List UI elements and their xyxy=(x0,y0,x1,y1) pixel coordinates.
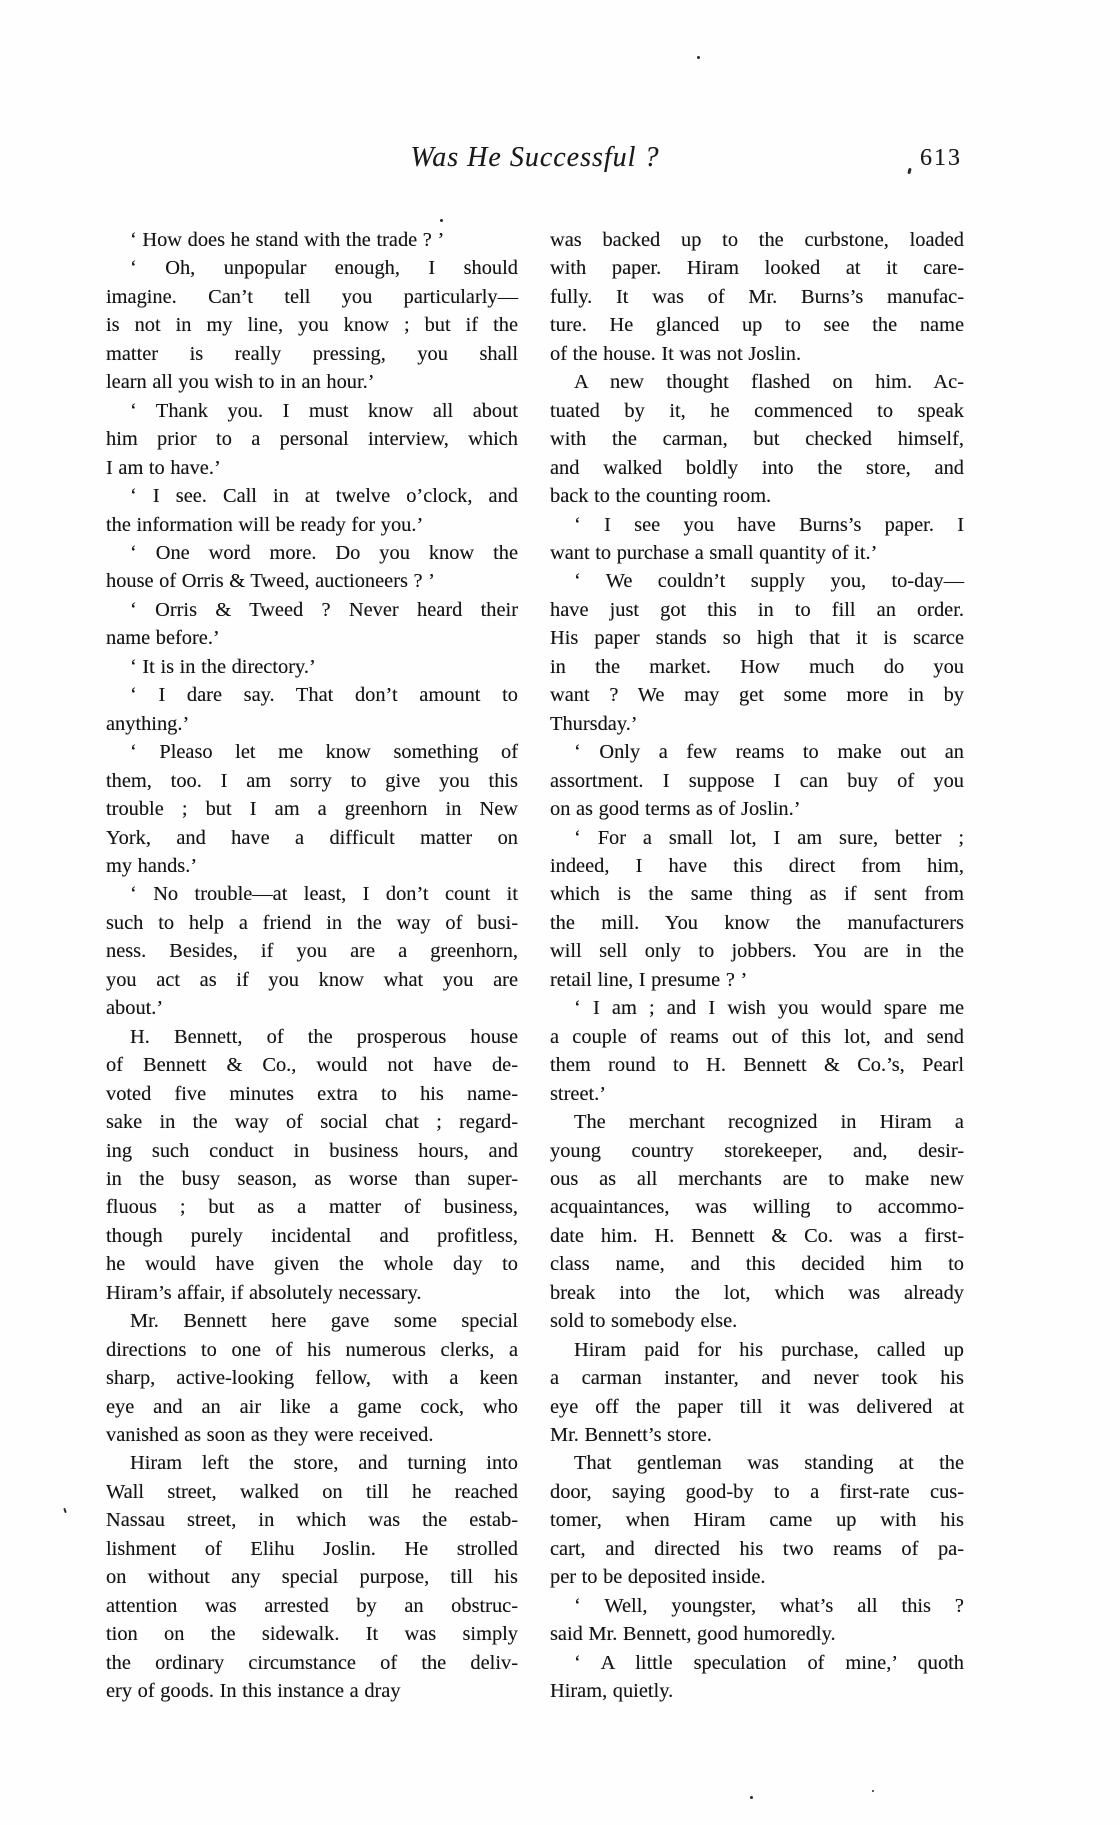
text-line: learn all you wish to in an hour.’ xyxy=(106,371,375,394)
text-line: sake in the way of social chat ; regard- xyxy=(106,1111,518,1134)
text-line: York, and have a difficult matter on xyxy=(106,826,518,849)
text-line: with the carman, but checked himself, xyxy=(550,428,964,451)
text-line: anything.’ xyxy=(106,712,190,735)
paragraph xyxy=(550,226,964,368)
text-line: of the house. It was not Joslin. xyxy=(550,342,802,365)
paragraph xyxy=(550,1649,964,1706)
text-line: a carman instanter, and never took his xyxy=(550,1367,964,1390)
text-line: I am to have.’ xyxy=(106,456,221,479)
text-line: fully. It was of Mr. Burns’s manufac- xyxy=(550,285,964,308)
text-line: want to purchase a small quantity of it.’ xyxy=(550,541,878,564)
text-line: have just got this in to fill an order. xyxy=(550,598,964,621)
text-line: ‘ I see. Call in at twelve o’clock, and xyxy=(130,485,518,508)
text-line: on without any special purpose, till his xyxy=(106,1566,518,1589)
text-line: street.’ xyxy=(550,1082,607,1105)
text-line: ture. He glanced up to see the name xyxy=(550,314,964,337)
text-line: ‘ It is in the directory.’ xyxy=(130,655,316,678)
text-line: ‘ Orris & Tweed ? Never heard their xyxy=(130,598,518,621)
text-line: A new thought flashed on him. Ac- xyxy=(574,371,964,394)
text-line: name before.’ xyxy=(106,627,220,650)
page-number: 613 xyxy=(920,145,962,171)
text-line: tion on the sidewalk. It was simply xyxy=(106,1623,518,1646)
paragraph xyxy=(106,596,518,653)
text-line: ‘ I dare say. That don’t amount to xyxy=(130,684,518,707)
text-line: ‘ Only a few reams to make out an xyxy=(574,741,964,764)
text-line: young country storekeeper, and, desir- xyxy=(550,1139,964,1162)
text-line: them, too. I am sorry to give you this xyxy=(106,769,518,792)
text-line: a couple of reams out of this lot, and send xyxy=(550,1025,964,1048)
text-line: ‘ Oh, unpopular enough, I should xyxy=(130,257,518,280)
text-line: eye off the paper till it was delivered at xyxy=(550,1395,964,1418)
text-line: Hiram’s affair, if absolutely necessary. xyxy=(106,1281,422,1304)
paragraph xyxy=(550,824,964,995)
text-line: ‘ A little speculation of mine,’ quoth xyxy=(574,1651,964,1674)
text-line: of Bennett & Co., would not have de- xyxy=(106,1054,518,1077)
scan-speck xyxy=(750,1796,753,1799)
scan-speck xyxy=(697,56,700,59)
text-line: attention was arrested by an obstruc- xyxy=(106,1594,518,1617)
text-line: was backed up to the curbstone, loaded xyxy=(550,229,964,251)
text-line: ‘ I see you have Burns’s paper. I xyxy=(574,513,964,536)
text-column-right xyxy=(550,226,964,1706)
text-line: directions to one of his numerous clerks, a xyxy=(106,1338,518,1361)
text-line: ‘ Thank you. I must know all about xyxy=(130,399,518,422)
paragraph xyxy=(550,1108,964,1336)
text-line: sharp, active-looking fellow, with a keen xyxy=(106,1367,518,1390)
text-line: the information will be ready for you.’ xyxy=(106,513,424,536)
text-line: and walked boldly into the store, and xyxy=(550,456,964,479)
paragraph xyxy=(106,1449,518,1705)
paragraph xyxy=(106,653,518,681)
paragraph xyxy=(106,539,518,596)
text-line: ing such conduct in business hours, and xyxy=(106,1139,518,1162)
text-line: retail line, I presume ? ’ xyxy=(550,968,748,991)
text-line: you act as if you know what you are xyxy=(106,968,518,991)
text-line: Hiram left the store, and turning into xyxy=(130,1452,518,1475)
text-line: Thursday.’ xyxy=(550,712,638,735)
text-line: His paper stands so high that it is scarce xyxy=(550,627,964,650)
text-line: on as good terms as of Joslin.’ xyxy=(550,798,801,821)
text-line: door, saying good-by to a first-rate cus- xyxy=(550,1480,964,1503)
scan-speck xyxy=(440,219,443,222)
text-line: break into the lot, which was already xyxy=(550,1281,964,1304)
scan-speck xyxy=(872,1790,874,1792)
text-line: Nassau street, in which was the estab- xyxy=(106,1509,518,1532)
text-line: said Mr. Bennett, good humoredly. xyxy=(550,1623,836,1646)
page-title: Was He Successful ? xyxy=(410,142,660,173)
text-line: back to the counting room. xyxy=(550,485,772,508)
text-line: indeed, I have this direct from him, xyxy=(550,854,964,877)
paragraph xyxy=(550,511,964,568)
text-line: which is the same thing as if sent from xyxy=(550,883,964,906)
text-line: is not in my line, you know ; but if the xyxy=(106,314,518,337)
text-line: ous as all merchants are to make new xyxy=(550,1167,964,1190)
text-line: my hands.’ xyxy=(106,854,198,877)
text-line: ‘ We couldn’t supply you, to-day— xyxy=(574,570,964,593)
text-line: imagine. Can’t tell you particularly— xyxy=(106,285,518,308)
text-line: with paper. Hiram looked at it care- xyxy=(550,257,964,280)
text-line: ery of goods. In this instance a dray xyxy=(106,1680,401,1703)
paragraph xyxy=(106,1023,518,1308)
text-line: Hiram, quietly. xyxy=(550,1680,674,1703)
text-line: trouble ; but I am a greenhorn in New xyxy=(106,798,518,821)
paragraph xyxy=(106,738,518,880)
paragraph xyxy=(550,1449,964,1591)
text-line: Mr. Bennett here gave some special xyxy=(130,1310,518,1333)
paragraph xyxy=(550,1592,964,1649)
text-line: date him. H. Bennett & Co. was a first- xyxy=(550,1224,964,1247)
text-line: assortment. I suppose I can buy of you xyxy=(550,769,964,792)
text-line: class name, and this decided him to xyxy=(550,1253,964,1276)
paragraph xyxy=(550,738,964,823)
text-line: cart, and directed his two reams of pa- xyxy=(550,1537,964,1560)
text-line: Mr. Bennett’s store. xyxy=(550,1424,712,1447)
text-line: them round to H. Bennett & Co.’s, Pearl xyxy=(550,1054,964,1077)
paragraph xyxy=(106,254,518,396)
text-line: about.’ xyxy=(106,997,164,1020)
text-line: in the busy season, as worse than super- xyxy=(106,1167,518,1190)
text-line: though purely incidental and profitless, xyxy=(106,1224,518,1247)
text-line: such to help a friend in the way of busi- xyxy=(106,911,518,934)
text-line: in the market. How much do you xyxy=(550,655,964,678)
scan-speck xyxy=(63,1508,67,1513)
text-line: house of Orris & Tweed, auctioneers ? ’ xyxy=(106,570,435,593)
text-line: acquaintances, was willing to accommo- xyxy=(550,1196,964,1219)
text-line: lishment of Elihu Joslin. He strolled xyxy=(106,1537,518,1560)
text-line: sold to somebody else. xyxy=(550,1310,738,1333)
text-line: ‘ One word more. Do you know the xyxy=(130,541,518,564)
paragraph xyxy=(550,567,964,738)
paragraph xyxy=(106,880,518,1022)
text-line: want ? We may get some more in by xyxy=(550,684,964,707)
text-line: tuated by it, he commenced to speak xyxy=(550,399,964,422)
text-line: fluous ; but as a matter of business, xyxy=(106,1196,518,1219)
text-line: matter is really pressing, you shall xyxy=(106,342,518,365)
text-line: per to be deposited inside. xyxy=(550,1566,766,1589)
text-line: ‘ Well, youngster, what’s all this ? xyxy=(574,1594,964,1617)
text-line: he would have given the whole day to xyxy=(106,1253,518,1276)
paragraph xyxy=(106,1307,518,1449)
paragraph xyxy=(550,368,964,510)
paragraph xyxy=(106,397,518,482)
paragraph xyxy=(550,1336,964,1450)
paragraph xyxy=(550,994,964,1108)
text-line: the mill. You know the manufacturers xyxy=(550,911,964,934)
text-line: Wall street, walked on till he reached xyxy=(106,1480,518,1503)
text-line: The merchant recognized in Hiram a xyxy=(574,1111,964,1134)
paragraph xyxy=(106,681,518,738)
text-line: the ordinary circumstance of the deliv- xyxy=(106,1651,518,1674)
text-line: ‘ For a small lot, I am sure, better ; xyxy=(574,826,964,849)
text-line: ‘ Pleaso let me know something of xyxy=(130,741,518,764)
text-line: vanished as soon as they were received. xyxy=(106,1424,434,1447)
text-line: eye and an air like a game cock, who xyxy=(106,1395,518,1418)
text-line: ness. Besides, if you are a greenhorn, xyxy=(106,940,518,963)
running-head xyxy=(106,142,964,178)
text-line: ‘ How does he stand with the trade ? ’ xyxy=(130,229,445,251)
text-line: him prior to a personal interview, which xyxy=(106,428,518,451)
text-line: tomer, when Hiram came up with his xyxy=(550,1509,964,1532)
text-line: Hiram paid for his purchase, called up xyxy=(574,1338,964,1361)
text-line: voted five minutes extra to his name- xyxy=(106,1082,518,1105)
text-column-left xyxy=(106,226,518,1706)
paragraph xyxy=(106,226,518,254)
text-line: ‘ I am ; and I wish you would spare me xyxy=(574,997,964,1020)
text-line: will sell only to jobbers. You are in the xyxy=(550,940,964,963)
text-line: That gentleman was standing at the xyxy=(574,1452,964,1475)
text-line: H. Bennett, of the prosperous house xyxy=(130,1025,518,1048)
paragraph xyxy=(106,482,518,539)
text-line: ‘ No trouble—at least, I don’t count it xyxy=(130,883,518,906)
